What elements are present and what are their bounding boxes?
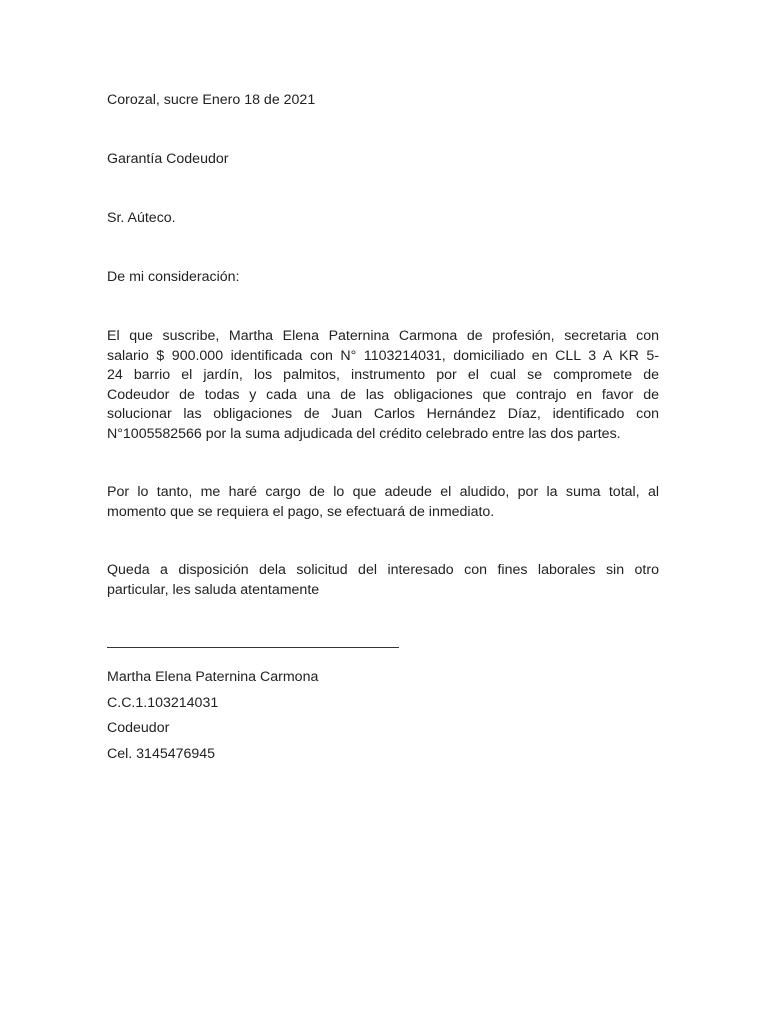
paragraph-line: solucionar las obligaciones de Juan Carlos Hernández Díaz, identificado con — [107, 406, 659, 422]
signer-id: C.C.1.103214031 — [107, 694, 219, 711]
body-paragraph-3 — [107, 561, 659, 600]
recipient-line: Sr. Aúteco. — [107, 210, 176, 226]
signer-role: Codeudor — [107, 720, 170, 736]
signer-phone: Cel. 3145476945 — [107, 745, 216, 762]
paragraph-line: El que suscribe, Martha Elena Paternina Carmona de profesión, secretaria con — [107, 328, 659, 344]
paragraph-line: Codeudor de todas y cada una de las obligaciones que contrajo en favor de — [107, 386, 659, 403]
paragraph-line: Queda a disposición dela solicitud del interesado con fines laborales sin otro — [107, 562, 659, 578]
signature-line — [107, 647, 399, 648]
body-paragraph-1 — [107, 327, 659, 444]
subject-line: Garantía Codeudor — [107, 151, 229, 167]
greeting-line: De mi consideración: — [107, 269, 240, 285]
paragraph-line: momento que se requiera el pago, se efectuará de inmediato. — [107, 503, 495, 520]
signer-name: Martha Elena Paternina Carmona — [107, 669, 319, 685]
paragraph-line: Por lo tanto, me haré cargo de lo que adeude el aludido, por la suma total, al — [107, 484, 659, 500]
paragraph-line: particular, les saluda atentamente — [107, 581, 320, 598]
place-date: Corozal, sucre Enero 18 de 2021 — [107, 92, 316, 108]
paragraph-line: salario $ 900.000 identificada con N° 1103214031, domiciliado en CLL 3 A KR 5- — [107, 347, 659, 364]
signature-block — [107, 665, 318, 767]
paragraph-line: 24 barrio el jardín, los palmitos, instrumento por el cual se compromete de — [107, 367, 659, 383]
paragraph-line: N°1005582566 por la suma adjudicada del crédito celebrado entre las dos partes. — [107, 425, 621, 442]
body-paragraph-2 — [107, 483, 659, 522]
